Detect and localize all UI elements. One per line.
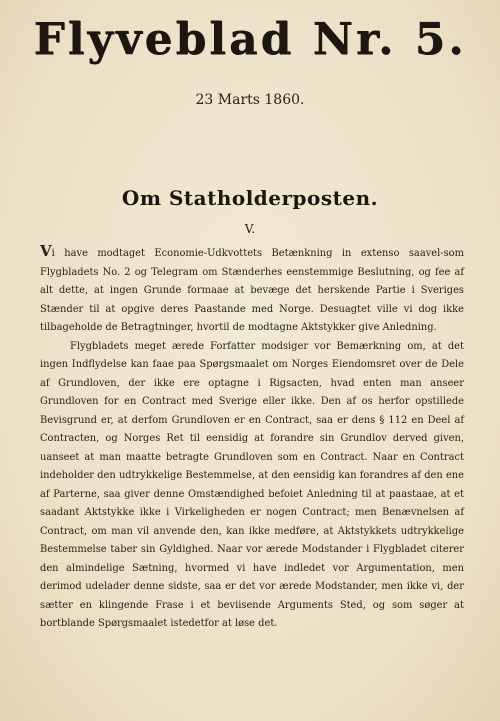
paragraph-1: [40, 242, 464, 338]
article-body: [40, 242, 464, 634]
paragraph-text: Flygbladets meget ærede Forfatter modsiger vor Bemærkning om, at det ingen Indflydelse kan faae paa Spørgsmaalet om Norges Eiendomsret over de Dele af Grundloven, der ikke ere optagne i Rigsacten, hvad enten man anseer Grundloven for en Contract med Sverige eller ikke. Den af os herfor opstillede Bevisgrund er, at derfom Grundloven er en Contract, saa er dens § 112 en Deel af Contracten, og Norges Ret til eensidig at forandre sin Grundlov derved given, uanseet at man maatte betragte Grundloven som en Contract. Naar en Contract indeholder den udtrykkelige Bestemmelse, at den eensidig kan forandres af den ene af Parterne, saa giver denne Omstændighed befoiet Anledning til at paastaae, at et saadant Aktstykke ikke i Virkeligheden er nogen Contract; men Benævnelsen af Contract, om man vil anvende den, kan ikke medføre, at Aktstykkets udtrykkelige Bestemmelse taber sin Gyldighed. Naar vor ærede Modstander i Flygbladet citerer den almindelige Sætning, hvormed vi have indledet vor Argumentation, men derimod udelader denne sidste, saa er det vor ærede Modstander, men ikke vi, der sætter en klingende Frase i et beviisende Arguments Sted, og som søger at bortblande Spørgsmaalet istedetfor at løse det.: [40, 340, 464, 629]
issue-date: 23 Marts 1860.: [195, 92, 305, 108]
section-number: V.: [244, 222, 256, 236]
paragraph-2: [40, 338, 464, 634]
paragraph-initial: V: [40, 242, 52, 260]
masthead-title: Flyveblad Nr. 5.: [33, 14, 467, 65]
paragraph-text: i have modtaget Economie-Udkvottets Betænkning in extenso saavel-som Flygbladets No. 2 og Telegram om Stænderhes eenstemmige Beslutning, og fee af alt dette, at ingen Grunde formaae at bevæge det herskende Partie i Sveriges Stænder til at opgive deres Paastande med Norge. Desuagtet ville vi dog ikke tilbageholde de Betragtninger, hvortil de modtagne Aktstykker give Anledning.: [40, 248, 464, 333]
section-heading: Om Statholderposten.: [121, 186, 379, 210]
